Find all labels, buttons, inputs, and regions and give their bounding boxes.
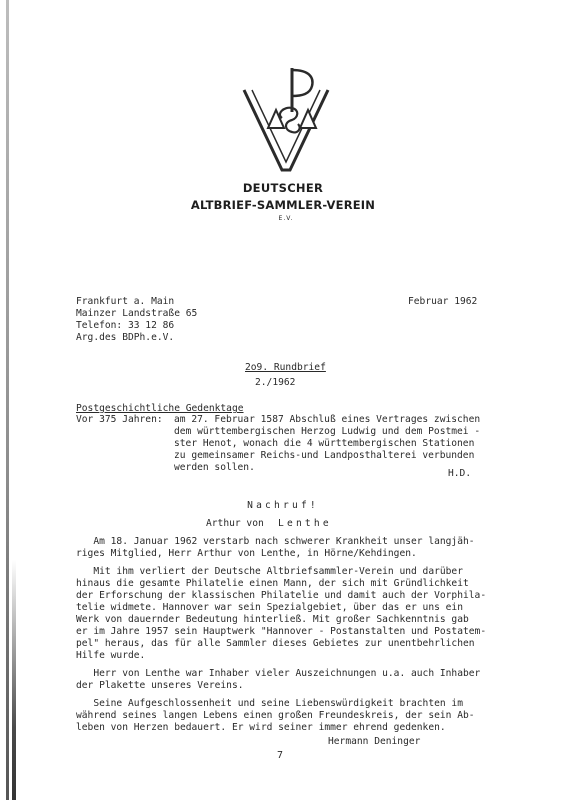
address-affiliation: Arg.des BDPh.e.V.: [76, 332, 175, 343]
obituary-p2-line8: Hilfe wurde.: [76, 650, 146, 661]
obituary-p2-line1: Mit ihm verliert der Deutsche Altbriefsammler-Verein und darüber: [76, 566, 463, 577]
circular-number: 2o9. Rundbrief: [245, 362, 326, 373]
obituary-p2-line6: er im Jahre 1957 sein Hauptwerk "Hannover - Postanstalten und Postatem-: [76, 626, 487, 637]
obituary-p4-line3: leben von Herzen bedauert. Er wird seiner immer ehrend gedenken.: [76, 722, 446, 733]
obituary-p2-line4: telie widmete. Hannover war sein Spezialgebiet, über das er uns ein: [76, 602, 463, 613]
obituary-p3-line1: Herr von Lenthe war Inhaber vieler Auszeichnungen u.a. auch Inhaber: [76, 668, 481, 679]
address-city: Frankfurt a. Main: [76, 296, 175, 307]
letter-date: Februar 1962: [408, 296, 478, 307]
anniversary-initials: H.D.: [448, 468, 472, 479]
address-street: Mainzer Landstraße 65: [76, 308, 198, 319]
obituary-p4-line2: während seines langen Lebens einen großen Freundeskreis, der sein Ab-: [76, 710, 475, 721]
obituary-name-prefix: Arthur von: [206, 518, 264, 529]
obituary-p1-line2: riges Mitglied, Herr Arthur von Lenthe, in Hörne/Kehdingen.: [76, 548, 417, 559]
anniversary-line-2: dem württembergischen Herzog Ludwig und dem Postmei -: [174, 426, 481, 437]
org-name-line1: DEUTSCHER: [242, 181, 324, 195]
obituary-title: Nachruf!: [247, 500, 319, 511]
obituary-p4-line1: Seine Aufgeschlossenheit und seine Liebenswürdigkeit brachten im: [76, 698, 463, 709]
page-number: 7: [277, 750, 284, 761]
address-phone: Telefon: 33 12 86: [76, 320, 175, 331]
obituary-p2-line7: pel" heraus, das für alle Sammler dieses Gebietes zur unentbehrlichen: [76, 638, 475, 649]
obituary-p3-line2: der Plakette unseres Vereins.: [76, 680, 244, 691]
circular-issue: 2./1962: [255, 377, 296, 388]
scan-edge-shadow-lower: [12, 560, 16, 800]
org-name-line2: ALTBRIEF-SAMMLER-VEREIN: [190, 198, 376, 212]
anniversary-label: Vor 375 Jahren:: [76, 414, 163, 425]
obituary-name-surname: Lenthe: [278, 518, 332, 529]
obituary-signature: Hermann Deninger: [328, 736, 421, 747]
anniversary-heading: Postgeschichtliche Gedenktage: [76, 403, 244, 414]
anniversary-line-1: am 27. Februar 1587 Abschluß eines Vertrages zwischen: [174, 414, 481, 425]
obituary-p2-line2: hinaus die gesamte Philatelie einen Mann, der sich mit Gründlichkeit: [76, 578, 469, 589]
scan-edge-shadow: [6, 0, 9, 800]
anniversary-line-5: werden sollen.: [174, 462, 255, 473]
association-logo-emblem: [240, 66, 340, 178]
anniversary-line-3: ster Henot, wonach die 4 württembergischen Stationen: [174, 438, 475, 449]
org-legal-form: E.V.: [278, 215, 294, 222]
obituary-p2-line3: der Erforschung der klassischen Philatelie und damit auch der Vorphila-: [76, 590, 487, 601]
obituary-p1-line1: Am 18. Januar 1962 verstarb nach schwerer Krankheit unser langjäh-: [76, 536, 475, 547]
anniversary-line-4: zu gemeinsamer Reichs-und Landposthalterei verbunden: [174, 450, 475, 461]
obituary-p2-line5: Werk von dauernder Bedeutung hinterließ. Mit großer Sachkenntnis gab: [76, 614, 469, 625]
